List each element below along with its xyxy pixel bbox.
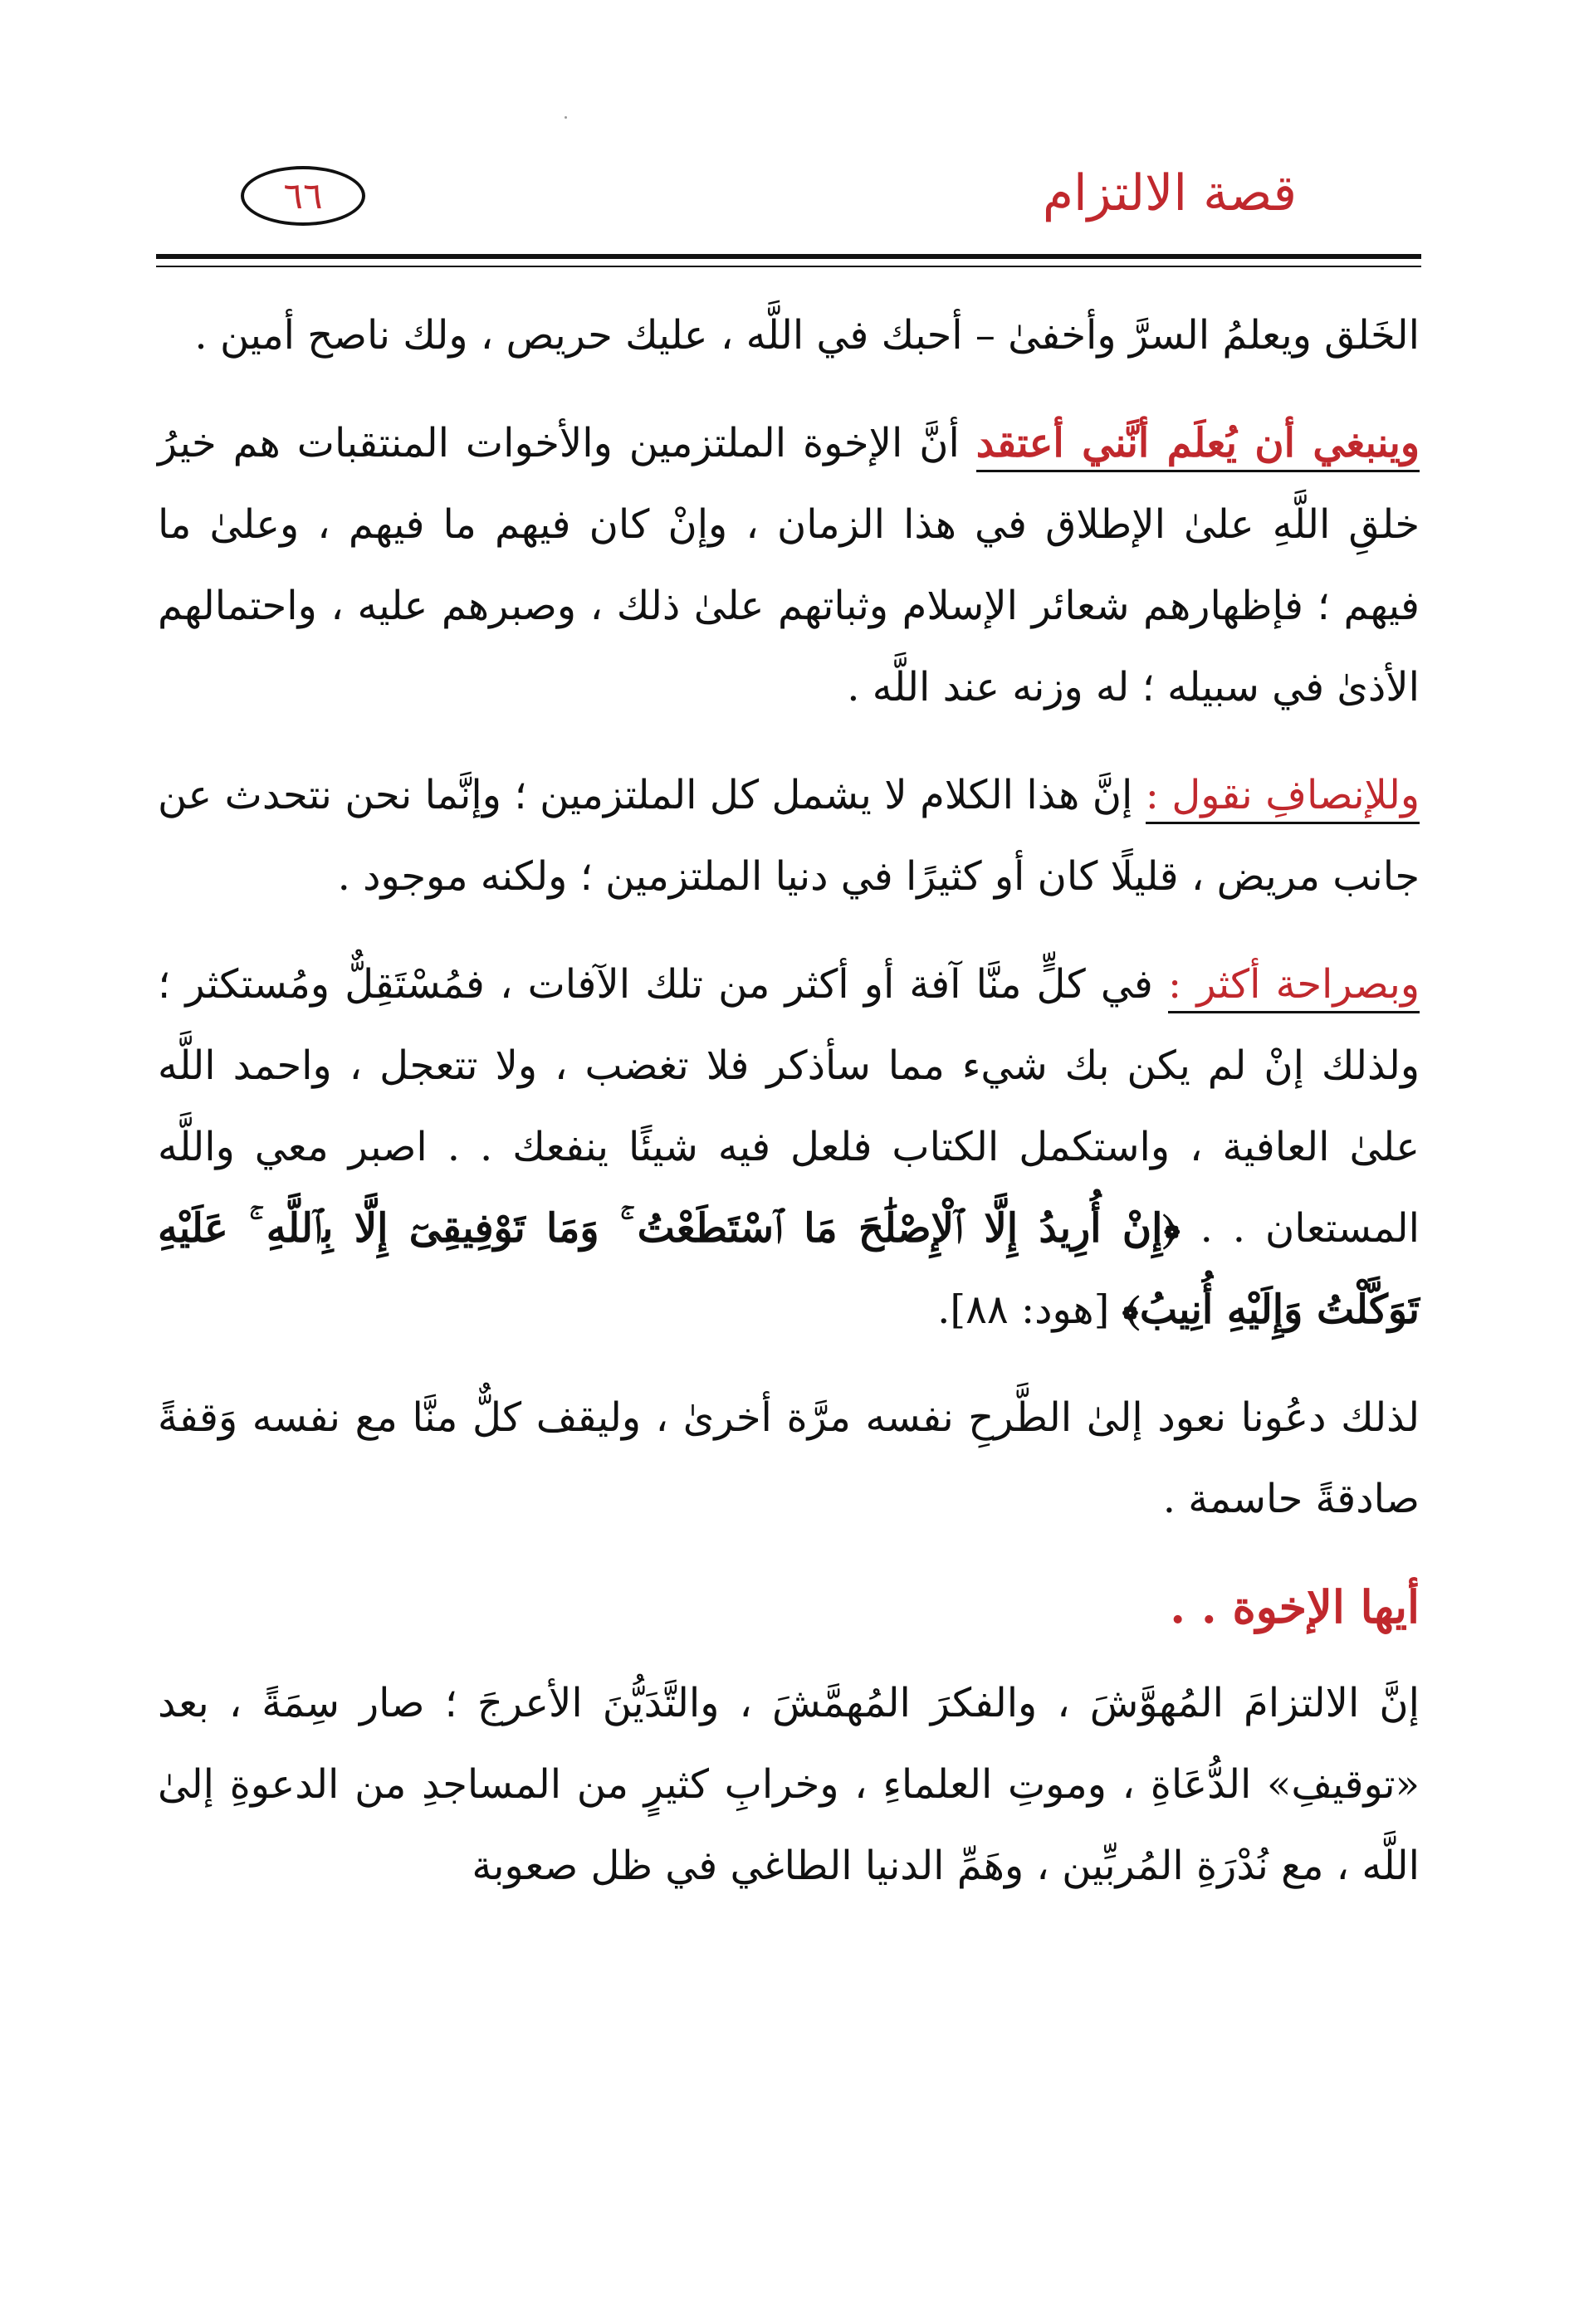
paragraph-4: [158, 944, 1420, 1350]
section-heading: أيها الإخوة . .: [1170, 1580, 1420, 1633]
paragraph-2-text: أنَّ الإخوة الملتزمين والأخوات المنتقبات هم خيرُ خلقِ اللَّهِ علىٰ الإطلاق في هذا الزمان ، وإنْ كان فيهم ما فيهم ، وعلىٰ ما فيهم ؛ فإظهارهم شعائر الإسلام وثباتهم علىٰ ذلك ، وصبرهم عليه ، واحتمالهم الأذىٰ في سبيله ؛ له وزنه عند اللَّه .: [158, 420, 1420, 710]
paragraph-3-lead: وللإنصافِ نقول :: [1146, 772, 1420, 824]
paragraph-3: [158, 754, 1420, 917]
page-number: ٦٦: [241, 166, 365, 226]
paragraph-6: إنَّ الالتزامَ المُهوَّشَ ، والفكرَ المُهمَّشَ ، والتَّدَيُّنَ الأعرجَ ؛ صار سِمَةً ، بعد «توقيفِ» الدُّعَاةِ ، وموتِ العلماءِ ، وخرابِ كثيرٍ من المساجدِ من الدعوةِ إلىٰ اللَّه ، مع نُدْرَةِ المُربِّين ، وهَمِّ الدنيا الطاغي في ظل صعوبة: [158, 1680, 1420, 1889]
paragraph-4-text: في كلٍّ منَّا آفة أو أكثر من تلك الآفات ، فمُسْتَقِلٌّ ومُستكثر ؛ ولذلك إنْ لم يكن بك شيء مما سأذكر فلا تغضب ، ولا تتعجل ، واحمد اللَّه علىٰ العافية ، واستكمل الكتاب فلعل فيه شيئًا ينفعك . . اصبر معي واللَّه المستعان . .: [158, 961, 1420, 1252]
running-title: قصة الالتزام: [1042, 164, 1297, 222]
paragraph-2-lead: وينبغي أن يُعلَم أنَّني أعتقد: [976, 420, 1420, 472]
paragraph-3-text: إنَّ هذا الكلام لا يشمل كل الملتزمين ؛ وإنَّما نحن نتحدث عن جانب مريض ، قليلًا كان أو كثيرًا في دنيا الملتزمين ؛ ولكنه موجود .: [158, 772, 1420, 900]
header-rule-thin: [156, 266, 1421, 267]
quran-verse: ﴿إِنْ أُرِيدُ إِلَّا ٱلْإِصْلَٰحَ مَا ٱسْتَطَعْتُ ۚ وَمَا تَوْفِيقِىٓ إِلَّا بِٱللَّهِ ۚ عَلَيْهِ تَوَكَّلْتُ وَإِلَيْهِ أُنِيبُ﴾: [158, 1205, 1420, 1333]
body-text: [158, 295, 1420, 1933]
paragraph-2: [158, 403, 1420, 728]
paragraph-4-lead: وبصراحة أكثر :: [1168, 961, 1420, 1013]
paragraph-5: لذلك دعُونا نعود إلىٰ الطَّرحِ نفسه مرَّة أخرىٰ ، وليقف كلٌّ منَّا مع نفسه وَقفةً صادقةً حاسمة .: [158, 1394, 1420, 1522]
print-speck: [565, 116, 567, 119]
header-rule-thick: [156, 254, 1421, 259]
verse-reference: [هود: ٨٨].: [937, 1286, 1122, 1333]
paragraph-1: الخَلق ويعلمُ السرَّ وأخفىٰ – أحبك في اللَّه ، عليك حريص ، ولك ناصح أمين .: [194, 312, 1420, 359]
